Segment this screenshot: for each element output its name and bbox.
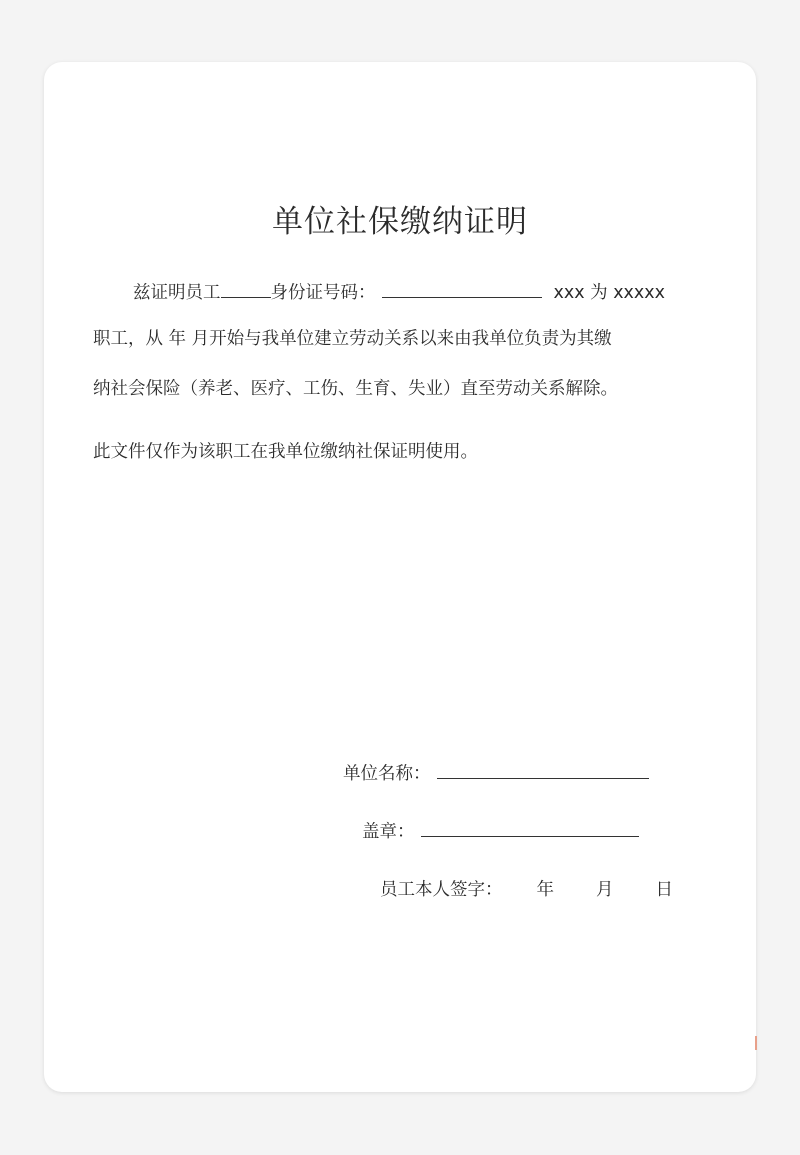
date-year: 年 bbox=[536, 880, 554, 900]
paragraph-line-2: 职工，从 年 月开始与我单位建立劳动关系以来由我单位负责为其缴 bbox=[93, 329, 612, 349]
document-title: 单位社保缴纳证明 bbox=[272, 204, 528, 240]
paragraph-line-3: 纳社会保险（养老、医疗、工伤、生育、失业）直至劳动关系解除。 bbox=[93, 379, 618, 399]
unit-name-row bbox=[343, 760, 649, 785]
employee-name-blank bbox=[221, 277, 271, 298]
employee-signature-label: 员工本人签字： bbox=[380, 880, 503, 900]
id-number-label: 身份证号码： bbox=[270, 283, 376, 303]
paragraph-line-1 bbox=[133, 277, 665, 304]
unit-name-label: 单位名称： bbox=[343, 764, 431, 784]
seal-row bbox=[362, 818, 639, 843]
date-day: 日 bbox=[655, 880, 673, 900]
date-month: 月 bbox=[596, 880, 614, 900]
position-text: xxx 为 xxxxx bbox=[553, 283, 665, 303]
corner-mark bbox=[755, 1036, 757, 1050]
seal-blank bbox=[421, 818, 639, 837]
employee-signature-row bbox=[380, 876, 673, 901]
usage-statement: 此文件仅作为该职工在我单位缴纳社保证明使用。 bbox=[93, 442, 478, 462]
id-number-blank bbox=[382, 277, 542, 298]
unit-name-blank bbox=[437, 760, 649, 779]
seal-label: 盖章： bbox=[362, 822, 415, 842]
employee-lead-text: 兹证明员工 bbox=[133, 283, 221, 303]
